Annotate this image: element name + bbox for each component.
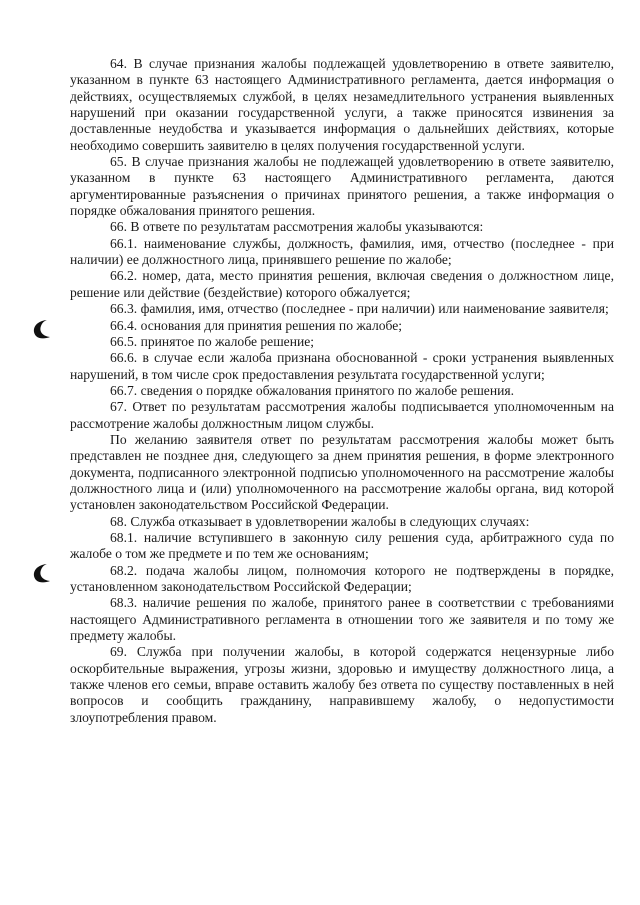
paragraph-66-1: 66.1. наименование службы, должность, фамилия, имя, отчество (последнее - при наличии) ее должностного лица, принявшего решение по жалобе; (70, 235, 614, 268)
paragraph-68: 68. Служба отказывает в удовлетворении жалобы в следующих случаях: (110, 513, 530, 529)
paragraph-66-2: 66.2. номер, дата, место принятия решения, включая сведения о должностном лице, решение или действие (бездействие) которого обжалуется; (70, 268, 614, 300)
paragraph-69: 69. Служба при получении жалобы, в которой содержатся нецензурные либо оскорбительные выражения, угрозы жизни, здоровью и имуществу должностного лица, а также членов его семьи, вправе оставить жалобу без ответа по существу поставленных в ней вопросов и сообщить гражданину, направившему жалобу, о недопустимости злоупотребления правом. (70, 644, 614, 725)
paragraph-68-3: 68.3. наличие решения по жалобе, принятого ранее в соответствии с требованиями настоящего Административного регламента в отношении того же заявителя и по тому же предмету жалобы. (70, 595, 614, 644)
paragraph-64: 64. В случае признания жалобы подлежащей удовлетворению в ответе заявителю, указанном в пункте 63 настоящего Административного регламента, дается информация о действиях, осуществляемых службой, в целях незамедлительного устранения выявленных нарушений при оказании государственной услуги, а также приносятся извинения за доставленные неудобства и указывается информация о дальнейших действиях, которые необходимо совершить заявителю в целях получения государственной услуги. (70, 56, 614, 153)
paragraph-67-electronic-answer: По желанию заявителя ответ по результатам рассмотрения жалобы может быть представлен не позднее дня, следующего за днем принятия решения, в форме электронного документа, подписанного электронной подписью уполномоченного на рассмотрение жалобы должностного лица и (или) уполномоченного на рассмотрение жалобы органа, вид которой установлен законодательством Российской Федерации. (70, 431, 614, 513)
paragraph-66: 66. В ответе по результатам рассмотрения жалобы указываются: (110, 219, 484, 235)
paragraph-66-7: 66.7. сведения о порядке обжалования принятого по жалобе решения. (110, 382, 515, 398)
paragraph-67: 67. Ответ по результатам рассмотрения жалобы подписывается уполномоченным на рассмотрение жалобы должностным лицом службы. (70, 399, 614, 431)
paragraph-65: 65. В случае признания жалобы не подлежащей удовлетворению в ответе заявителю, указанном в пункте 63 настоящего Административного регламента, даются аргументированные разъяснения о причинах принятого решения, а также информация о порядке обжалования принятого решения. (70, 154, 614, 219)
paragraph-66-3: 66.3. фамилия, имя, отчество (последнее - при наличии) или наименование заявителя; (110, 301, 609, 317)
paragraph-66-4: 66.4. основания для принятия решения по жалобе; (110, 317, 403, 333)
paragraph-68-2: 68.2. подача жалобы лицом, полномочия которого не подтверждены в порядке, установленном законодательством Российской Федерации; (70, 562, 614, 594)
paragraph-66-6: 66.6. в случае если жалоба признана обоснованной - сроки устранения выявленных нарушений, в том числе срок предоставления результата государственной услуги; (70, 350, 614, 382)
paragraph-68-1: 68.1. наличие вступившего в законную силу решения суда, арбитражного суда по жалобе о том же предмете и по тем же основаниям; (70, 529, 614, 562)
paragraph-66-5: 66.5. принятое по жалобе решение; (110, 333, 315, 349)
binder-hole-mark-icon (28, 562, 52, 584)
binder-hole-mark-icon (28, 318, 52, 340)
document-body (70, 56, 614, 726)
